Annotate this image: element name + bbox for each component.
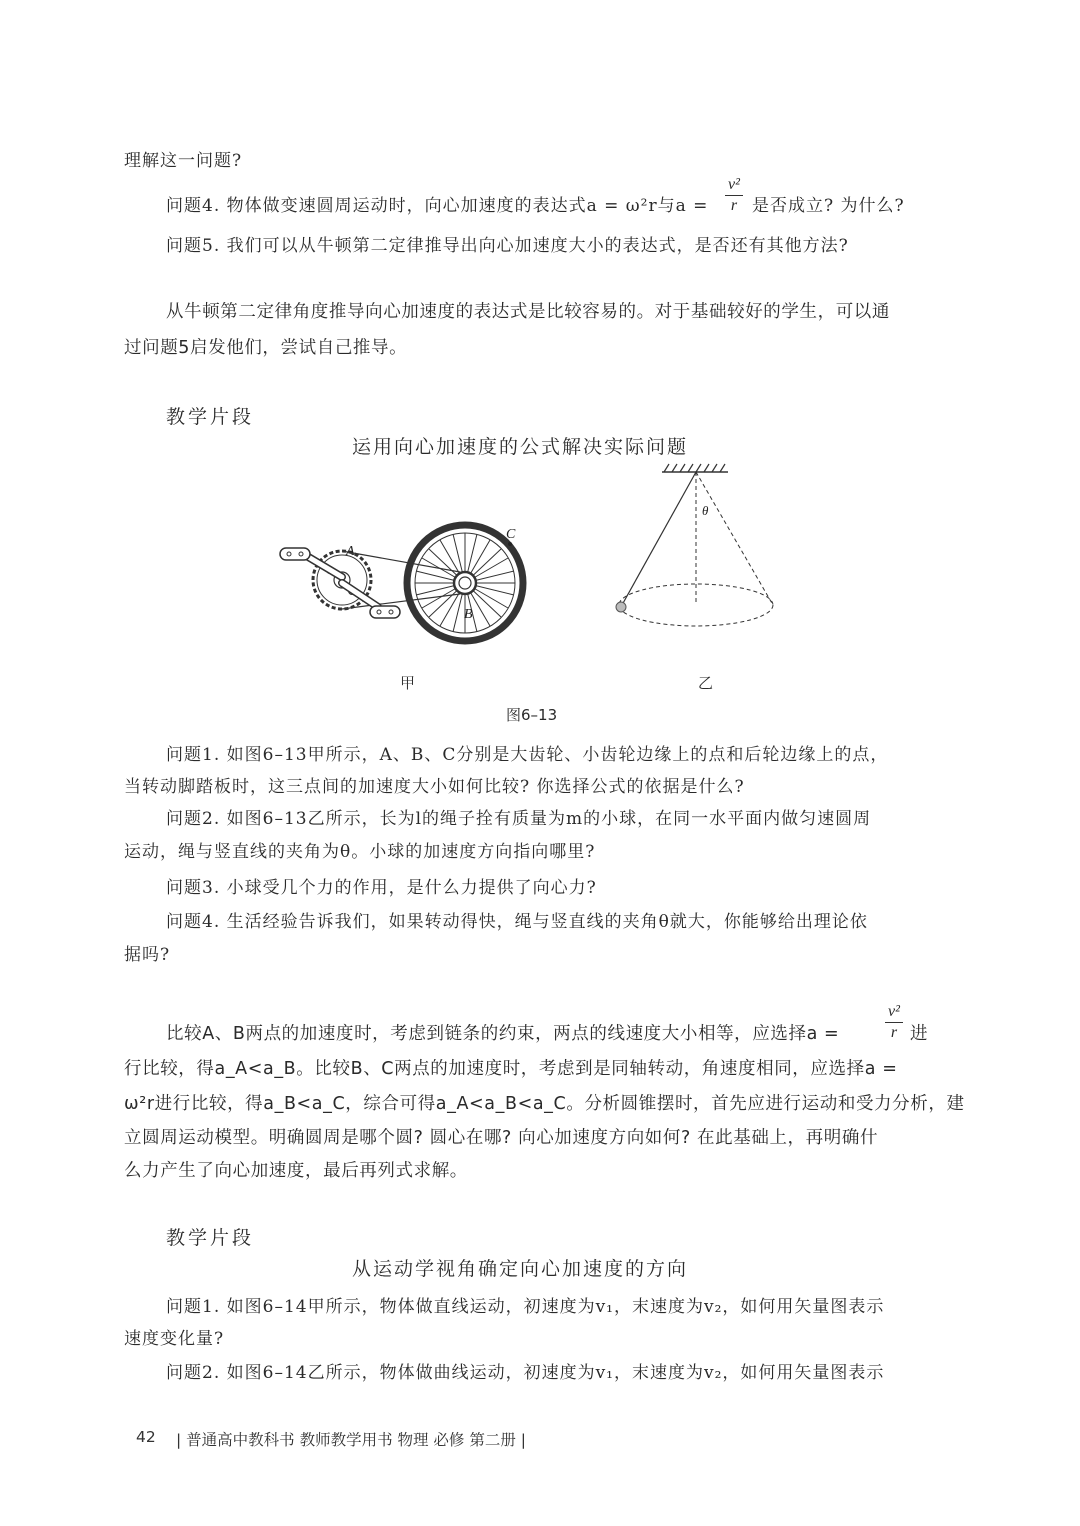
question-4-cont: 据吗? <box>124 945 171 965</box>
paragraph-line: ω²r进行比较，得a_B<a_C，综合可得a_A<a_B<a_C。分析圆锥摆时，首先应进行运动和受力分析，建 <box>124 1094 965 1114</box>
paragraph-line-tail: 进 <box>910 1024 929 1044</box>
question-2-cont: 运动，绳与竖直线的夹角为θ。小球的加速度方向指向哪里? <box>124 842 596 862</box>
question-5-top: 问题5. 我们可以从牛顿第二定律推导出向心加速度大小的表达式，是否还有其他方法? <box>166 236 849 256</box>
page-number: 42 <box>136 1428 156 1446</box>
section-heading: 教学片段 <box>166 1227 255 1249</box>
question-4-top: 问题4. 物体做变速圆周运动时，向心加速度的表达式a = ω²r与a = <box>166 196 709 216</box>
fraction-denominator: r <box>730 197 738 214</box>
paragraph-line: 立圆周运动模型。明确圆周是哪个圆? 圆心在哪? 向心加速度方向如何? 在此基础上，再明确什 <box>124 1128 879 1148</box>
paragraph-line: 么力产生了向心加速度，最后再列式求解。 <box>124 1161 468 1181</box>
paragraph-line: 行比较，得a_A<a_B。比较B、C两点的加速度时，考虑到是同轴转动，角速度相同，应选择a = <box>124 1059 898 1079</box>
label-point-c: C <box>506 527 516 542</box>
question-3: 问题3. 小球受几个力的作用，是什么力提供了向心力? <box>166 878 597 898</box>
figure-caption: 图6–13 <box>506 706 558 724</box>
question-1: 问题1. 如图6–14甲所示，物体做直线运动，初速度为v₁，末速度为v₂，如何用矢量图表示 <box>166 1297 885 1317</box>
figure-6-13 <box>260 455 800 705</box>
text-line: 理解这一问题? <box>124 151 243 171</box>
section-title: 运用向心加速度的公式解决实际问题 <box>352 436 689 458</box>
section-title: 从运动学视角确定向心加速度的方向 <box>352 1258 689 1280</box>
fraction-v2-r-top <box>725 176 743 215</box>
fraction-numerator: v² <box>728 176 740 193</box>
section-heading: 教学片段 <box>166 406 255 428</box>
question-1-cont: 速度变化量? <box>124 1329 225 1349</box>
fraction-denominator: r <box>890 1024 898 1041</box>
paragraph-line: 过问题5启发他们，尝试自己推导。 <box>124 338 408 358</box>
book-title-footer: | 普通高中教科书 教师教学用书 物理 必修 第二册 | <box>176 1431 527 1449</box>
subfigure-caption-right: 乙 <box>698 674 714 692</box>
question-2: 问题2. 如图6–13乙所示，长为l的绳子拴有质量为m的小球，在同一水平面内做匀速圆周 <box>166 809 872 829</box>
label-theta: θ <box>702 503 709 518</box>
bicycle-drivetrain-diagram <box>280 525 523 641</box>
conical-pendulum-diagram <box>616 464 773 626</box>
question-2: 问题2. 如图6–14乙所示，物体做曲线运动，初速度为v₁，末速度为v₂，如何用矢量图表示 <box>166 1363 885 1383</box>
paragraph-line: 比较A、B两点的加速度时，考虑到链条的约束，两点的线速度大小相等，应选择a = <box>166 1024 840 1044</box>
label-point-b: B <box>464 607 473 622</box>
question-4: 问题4. 生活经验告诉我们，如果转动得快，绳与竖直线的夹角θ就大，你能够给出理论依 <box>166 912 868 932</box>
question-1: 问题1. 如图6–13甲所示，A、B、C分别是大齿轮、小齿轮边缘上的点和后轮边缘上的点， <box>166 745 889 765</box>
paragraph-line: 从牛顿第二定律角度推导向心加速度的表达式是比较容易的。对于基础较好的学生，可以通 <box>166 302 890 322</box>
fraction-v2-r <box>885 1003 903 1042</box>
question-4-top-tail: 是否成立? 为什么? <box>752 196 905 216</box>
label-point-a: A <box>346 544 355 559</box>
subfigure-caption-left: 甲 <box>400 674 416 692</box>
question-1-cont: 当转动脚踏板时，这三点间的加速度大小如何比较? 你选择公式的依据是什么? <box>124 777 745 797</box>
fraction-numerator: v² <box>888 1003 900 1020</box>
